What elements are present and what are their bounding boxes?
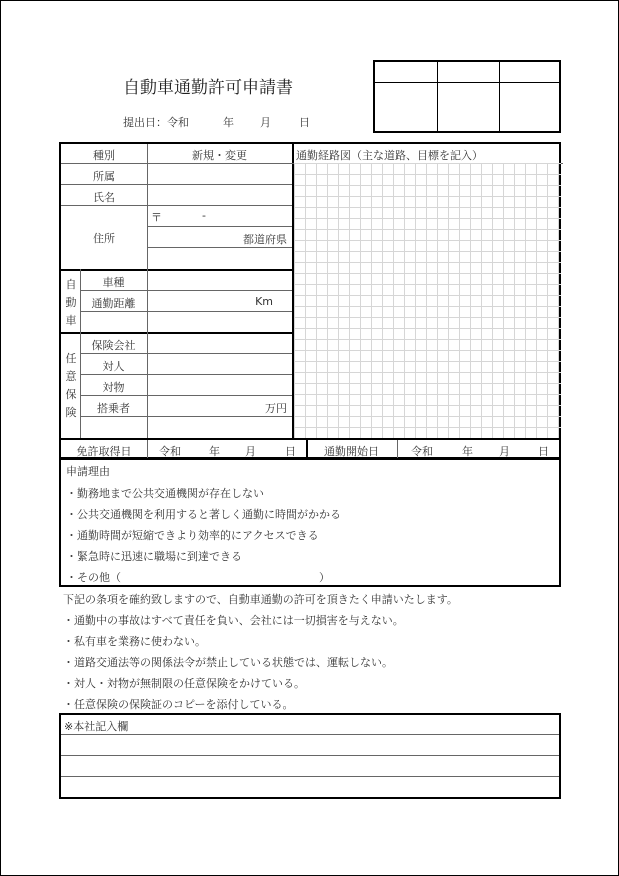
personal-liability-label: 対人 xyxy=(102,360,125,373)
prefecture-label: 都道府県 xyxy=(243,233,287,246)
start-year: 年 xyxy=(462,445,473,458)
address-label: 住所 xyxy=(93,232,115,245)
postal-mark: 〒 xyxy=(151,211,162,224)
license-era: 令和 xyxy=(159,445,181,458)
license-year: 年 xyxy=(209,445,220,458)
commute-start-label: 通勤開始日 xyxy=(324,445,379,458)
pledge-item: ・通勤中の事故はすべて責任を負い、会社には一切損害を与えない。 xyxy=(63,614,404,627)
car-type-label: 車種 xyxy=(102,276,125,289)
reason-item[interactable]: ・公共交通機関を利用すると著しく通勤に時間がかかる xyxy=(66,508,341,521)
reason-item[interactable]: ・通勤時間が短縮できより効率的にアクセスできる xyxy=(66,529,319,542)
affiliation-label: 所属 xyxy=(93,170,115,183)
pledge-intro: 下記の条項を確約致しますので、自動車通勤の許可を頂きたく申請いたします。 xyxy=(63,593,458,606)
license-date-label: 免許取得日 xyxy=(76,445,132,458)
passenger-label: 搭乗者 xyxy=(97,402,130,415)
submission-month-label: 月 xyxy=(260,116,271,129)
postal-dash: - xyxy=(202,209,206,222)
form-title: 自動車通勤許可申請書 xyxy=(123,78,293,98)
start-day: 日 xyxy=(538,445,549,458)
submission-day-label: 日 xyxy=(299,116,310,129)
stamp-divider xyxy=(437,62,438,131)
start-month: 月 xyxy=(499,445,510,458)
pledge-item: ・対人・対物が無制限の任意保険をかけている。 xyxy=(63,677,305,690)
office-use-heading: ※本社記入欄 xyxy=(64,720,129,733)
pledge-item: ・道路交通法等の関係法令が禁止している状態では、運転しない。 xyxy=(63,656,393,669)
yen-unit: 万円 xyxy=(265,402,287,415)
km-unit: Km xyxy=(255,295,273,308)
insurance-group-label: 任意保険 xyxy=(65,352,77,419)
office-use-box xyxy=(59,713,561,799)
start-era: 令和 xyxy=(411,445,433,458)
route-map-label: 通勤経路図（主な道路、目標を記入） xyxy=(296,149,483,162)
car-group-label: 自動車 xyxy=(65,278,77,327)
stamp-divider xyxy=(499,62,500,131)
route-map-grid[interactable] xyxy=(294,163,561,440)
approval-stamp-box xyxy=(373,60,561,133)
insurance-company-label: 保険会社 xyxy=(91,339,136,352)
stamp-header-line xyxy=(375,82,559,83)
name-label: 氏名 xyxy=(93,191,115,204)
commute-distance-label: 通勤距離 xyxy=(91,297,136,310)
pledge-item: ・任意保険の保険証のコピーを添付している。 xyxy=(63,698,294,711)
license-day: 日 xyxy=(285,445,296,458)
reason-item[interactable]: ・緊急時に迅速に職場に到達できる xyxy=(66,550,242,563)
reason-heading: 申請理由 xyxy=(66,465,110,478)
reason-item[interactable]: ・勤務地まで公共交通機関が存在しない xyxy=(66,487,264,500)
application-reason-box xyxy=(59,460,561,587)
property-liability-label: 対物 xyxy=(102,381,125,394)
type-value[interactable]: 新規・変更 xyxy=(192,149,247,162)
license-month: 月 xyxy=(245,445,256,458)
submission-date-label: 提出日：令和 xyxy=(123,116,189,129)
dates-row xyxy=(59,438,561,460)
type-label: 種別 xyxy=(93,149,115,162)
submission-date-line xyxy=(123,114,310,130)
pledge-item: ・私有車を業務に使わない。 xyxy=(63,635,206,648)
reason-item[interactable]: ・その他（ ） xyxy=(66,571,330,584)
applicant-info-table xyxy=(59,142,561,459)
submission-year-label: 年 xyxy=(223,116,234,129)
